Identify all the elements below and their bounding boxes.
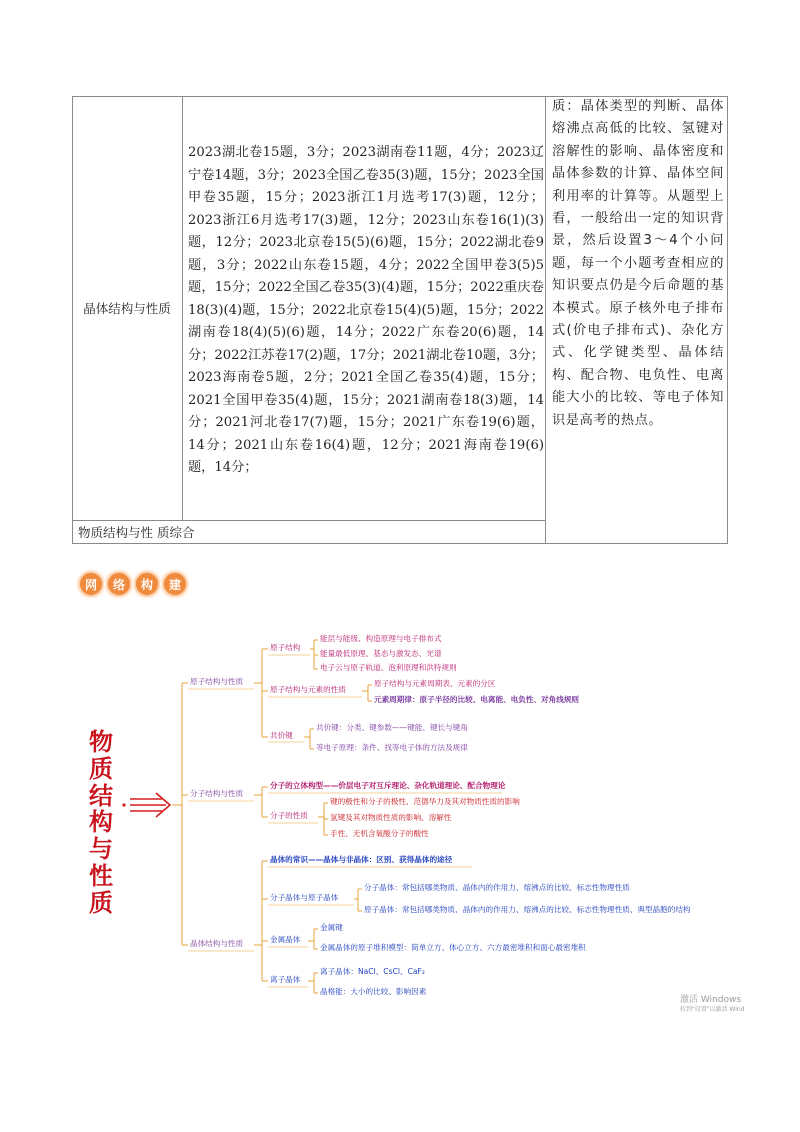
- table-row-divider: [72, 520, 546, 521]
- leaf: 分子晶体：常包括哪类物质、晶体内的作用力、熔沸点的比较、标志性物理性质: [364, 883, 630, 892]
- leaf: 离子晶体：NaCl、CsCl、CaF₂: [320, 967, 425, 976]
- analysis-cell: 质：晶体类型的判断、晶体熔沸点高低的比较、氢键对溶解性的影响、晶体密度和晶体参数的计算、晶体空间利用率的计算等。从题型上看，一般给出一定的知识背景，然后设置3～4个小问题，每一个小题考查相应的知识要点仍是今后命题的基本模式。原子核外电子排布式(价电子排布式)、杂化方式、化学键类型、晶体结构、配合物、电负性、电离能大小的比较、等电子体知识是高考的热点。: [552, 99, 724, 428]
- topic-cell: 晶体结构与性质: [83, 301, 171, 316]
- branch-crystal-structure: 晶体结构与性质: [190, 939, 244, 948]
- mind-map-root: 物质结构与性质: [89, 728, 113, 917]
- leaf: 原子晶体：常包括哪类物质、晶体内的作用力、熔沸点的比较、标志性物理性质、典型晶胞的结构: [364, 905, 691, 914]
- node-atomic-element-property: 原子结构与元素的性质: [270, 685, 346, 694]
- badge-char: 建: [162, 571, 188, 597]
- leaf: 氢键及其对物质性质的影响、溶解性: [330, 813, 452, 822]
- node-molecular-geometry: 分子的立体构型——价层电子对互斥理论、杂化轨道理论、配合物理论: [270, 781, 506, 790]
- leaf: 共价键：分类、键参数——键能、键长与键角: [316, 723, 468, 732]
- node-metal-crystal: 金属晶体: [270, 935, 301, 944]
- badge-char: 构: [134, 571, 160, 597]
- leaf: 手性、无机含氧酸分子的酸性: [330, 829, 429, 838]
- bottom-topic-cell: 物质结构与性 质综合: [78, 525, 195, 540]
- leaf: 能层与能级、构造原理与电子排布式: [320, 634, 442, 643]
- watermark-line-1: 激活 Windows: [680, 995, 742, 1005]
- exam-list-cell: 2023湖北卷15题，3分；2023湖南卷11题，4分；2023辽宁卷14题，3分；2023全国乙卷35(3)题，15分；2023全国甲卷35题，15分；2023浙江1月选考17(3)题，12分；2023浙江6月选考17(3)题，12分；2023山东卷16(1)(3)题，12分；2023北京卷15(5)(6)题，15分；2022湖北卷9题，3分；2022山东卷15题，4分；2022全国甲卷3(5)5题，15分；2022全国乙卷35(3)(4)题，15分；2022重庆卷18(3)(4)题，15分；2022北京卷15(4)(5)题，15分；2022湖南卷18(4)(5)(6)题，14分；2022广东卷20(6)题，14分；2022江苏卷17(2)题，17分；2021湖北卷10题，3分；2023海南卷5题，2分；2021全国乙卷35(4)题，15分；2021全国甲卷35(4)题，15分；2021湖南卷18(3)题，14分；2021河北卷17(7)题，15分；2021广东卷19(6)题，14分；2021山东卷16(4)题，12分；2021海南卷19(6)题，14分；: [188, 145, 544, 475]
- branch-atomic-structure: 原子结构与性质: [190, 677, 244, 686]
- node-molecular-atomic-crystal: 分子晶体与原子晶体: [270, 893, 339, 902]
- leaf: 原子结构与元素周期表、元素的分区: [374, 679, 496, 688]
- leaf: 电子云与原子轨道、泡利原理和洪特规则: [320, 663, 457, 672]
- watermark-line-2: 转到"设置"以激活 Wind: [680, 1006, 745, 1013]
- leaf: 金属键: [320, 923, 343, 932]
- node-atomic-structure: 原子结构: [270, 643, 301, 652]
- table-border-right: [727, 96, 728, 544]
- leaf: 等电子原理：条件、找等电子体的方法及规律: [316, 743, 468, 752]
- leaf: 金属晶体的原子堆积模型：简单立方、体心立方、六方最密堆积和面心最密堆积: [320, 943, 586, 952]
- mind-map: [72, 625, 757, 1015]
- table-col-divider-1: [182, 96, 183, 520]
- leaf: 键的极性和分子的极性、范德华力及其对物质性质的影响: [330, 797, 520, 806]
- leaf: 能量最低原理、基态与激发态、光谱: [320, 649, 442, 658]
- table-col-divider-2: [545, 96, 546, 544]
- node-crystal-basics: 晶体的常识——晶体与非晶体：区别、获得晶体的途径: [270, 855, 453, 864]
- section-badge: [78, 571, 188, 597]
- leaf: 晶格能：大小的比较、影响因素: [320, 987, 427, 996]
- node-covalent-bond: 共价键: [270, 731, 293, 740]
- table-border-bottom: [72, 543, 728, 544]
- windows-activation-watermark: [680, 995, 745, 1015]
- root-arrow-icon: [122, 793, 170, 817]
- node-ionic-crystal: 离子晶体: [270, 975, 301, 984]
- badge-char: 络: [106, 571, 132, 597]
- branch-molecular-structure: 分子结构与性质: [190, 789, 244, 798]
- leaf: 元素周期律：原子半径的比较、电离能、电负性、对角线规则: [374, 695, 580, 704]
- badge-char: 网: [78, 571, 104, 597]
- node-molecular-property: 分子的性质: [270, 811, 308, 820]
- exam-table: [72, 96, 728, 544]
